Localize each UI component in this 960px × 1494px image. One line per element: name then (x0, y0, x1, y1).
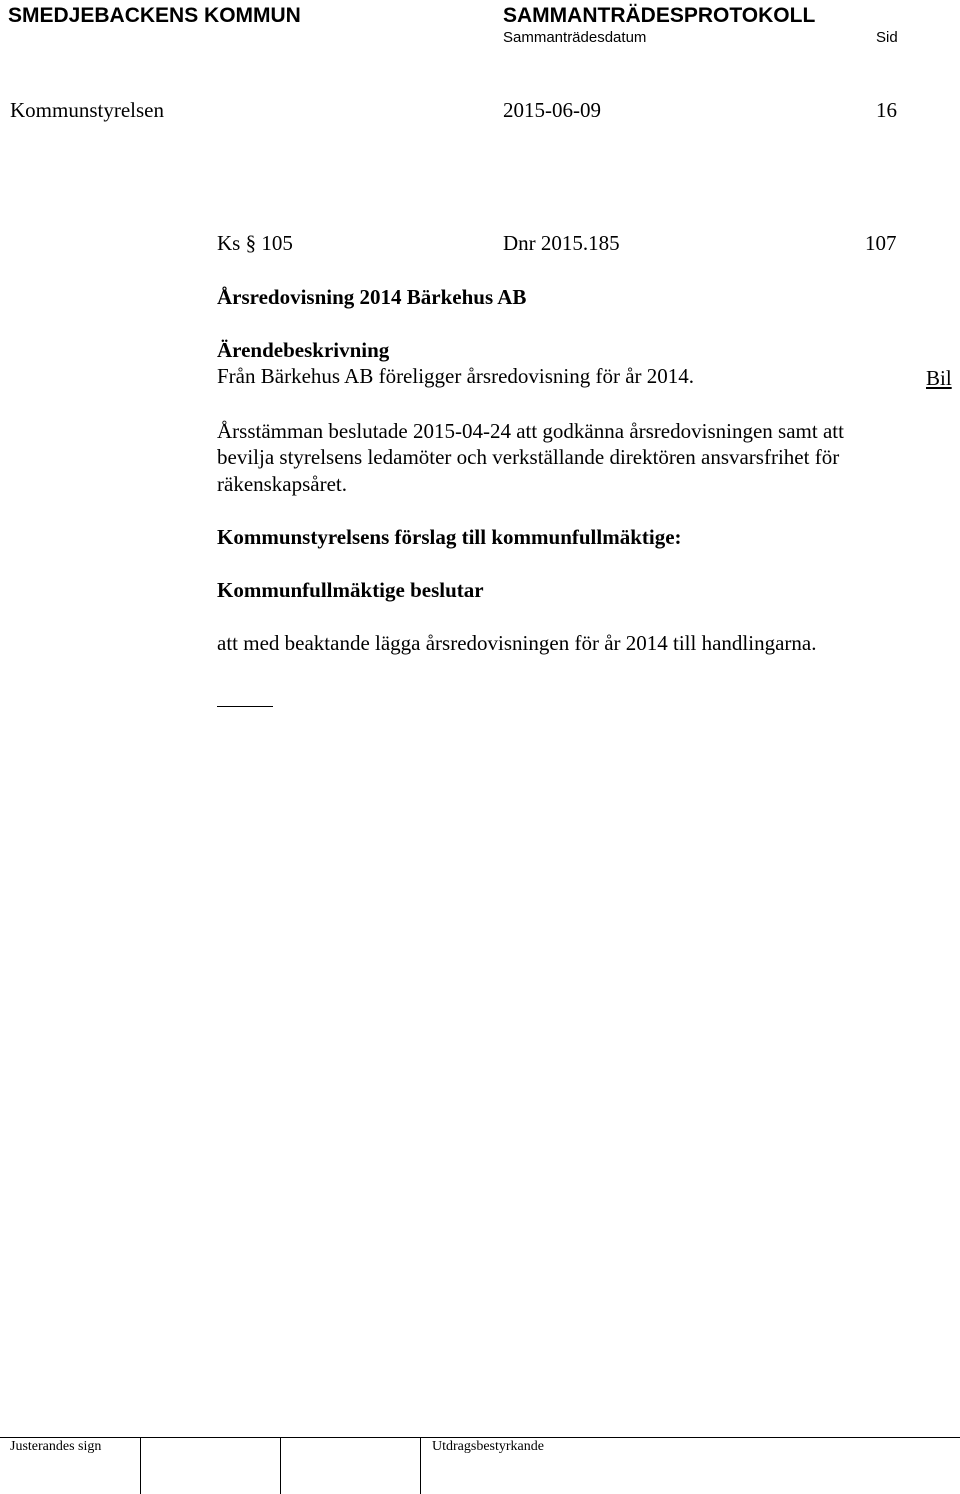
protocol-title: SAMMANTRÄDESPROTOKOLL (503, 4, 816, 27)
dnr-number: Dnr 2015.185 (503, 231, 620, 255)
decision-text: att med beaktande lägga årsredovisningen för år 2014 till handlingarna. (217, 631, 817, 655)
description-heading: Ärendebeskrivning (217, 338, 390, 362)
paragraph-line: räkenskapsåret. (217, 472, 348, 496)
footer-top-rule (0, 1437, 960, 1438)
footer-divider (420, 1437, 421, 1494)
paragraph-number: 107 (865, 231, 897, 255)
page-label: Sid (876, 29, 898, 46)
signature-label: Justerandes sign (10, 1439, 102, 1454)
footer-divider (280, 1437, 281, 1494)
description-text: Från Bärkehus AB föreligger årsredovisning för år 2014. (217, 364, 695, 388)
municipality-name: SMEDJEBACKENS KOMMUN (8, 4, 301, 27)
case-title: Årsredovisning 2014 Bärkehus AB (217, 285, 527, 309)
paragraph-line: bevilja styrelsens ledamöter och verkställande direktören ansvarsfrihet för (217, 445, 840, 469)
page-number: 16 (876, 98, 897, 122)
proposal-heading: Kommunstyrelsens förslag till kommunfullmäktige: (217, 525, 682, 549)
paragraph-line: Årsstämman beslutade 2015-04-24 att godkänna årsredovisningen samt att (217, 419, 844, 443)
attachment-link[interactable]: Bil (926, 366, 952, 390)
meeting-date: 2015-06-09 (503, 98, 601, 122)
end-rule (217, 706, 273, 707)
date-label: Sammanträdesdatum (503, 29, 647, 46)
ks-number: Ks § 105 (217, 231, 293, 255)
footer-divider (140, 1437, 141, 1494)
body-name: Kommunstyrelsen (10, 98, 164, 122)
decision-heading: Kommunfullmäktige beslutar (217, 578, 484, 602)
extract-label: Utdragsbestyrkande (432, 1439, 544, 1454)
